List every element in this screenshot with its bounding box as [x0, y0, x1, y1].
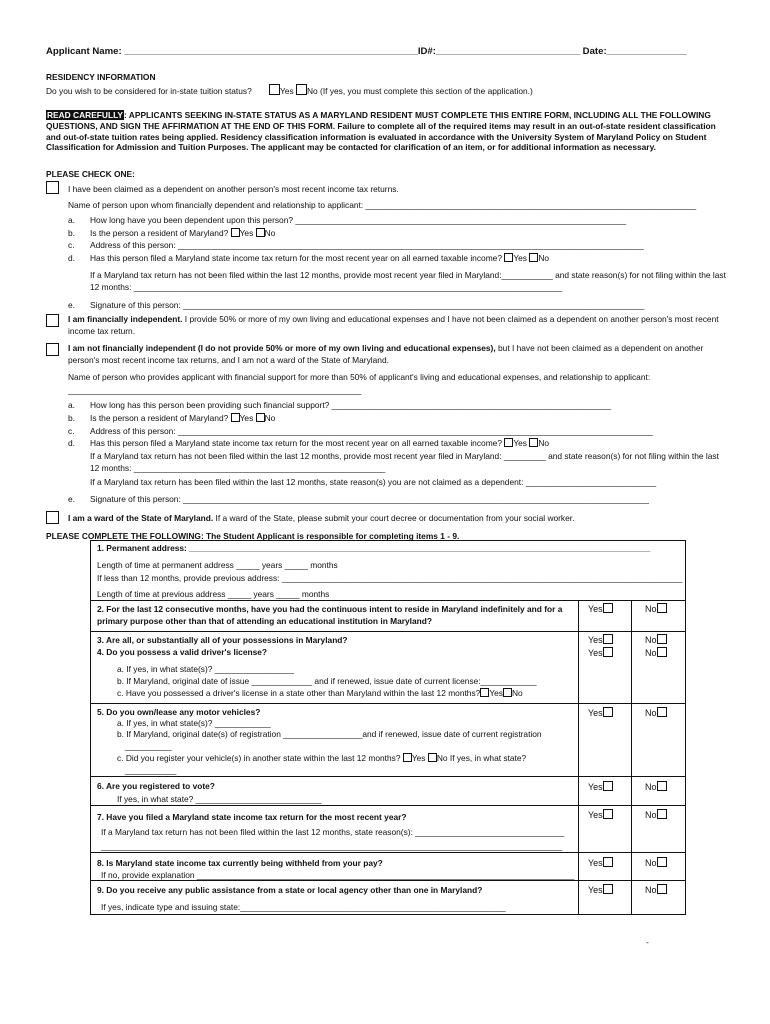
q5-yes [588, 707, 613, 719]
option1-e[interactable]: Signature of this person: ___________________________________________________________________________________________________ [90, 300, 645, 310]
option1-c-label: c. [68, 240, 75, 250]
q5-c-no-label: No [436, 753, 448, 763]
q6-yes-label: Yes [588, 782, 603, 792]
q7-sub-blank[interactable]: ___________________________________________________________________________________________________ [101, 841, 563, 851]
option3-d-note2[interactable]: 12 months: ______________________________________________________ [90, 463, 386, 473]
q1-previous-length[interactable]: Length of time at previous address _____ years _____ months [97, 589, 330, 599]
check-one-title: PLEASE CHECK ONE: [46, 169, 135, 179]
q5-yes-label: Yes [588, 708, 603, 718]
option3-e[interactable]: Signature of this person: ____________________________________________________________________________________________________ [90, 494, 649, 504]
q2-line2: primary purpose other than that of attending an educational institution in Maryland? [97, 616, 433, 626]
q3-no [645, 634, 667, 646]
q4-yes-checkbox[interactable] [603, 647, 613, 657]
q4-no-checkbox[interactable] [657, 647, 667, 657]
q5-c-blank[interactable]: ___________ [125, 765, 177, 775]
q4-a[interactable]: a. If yes, in what state(s)? _________________ [117, 664, 294, 674]
option1-d-yes-label: Yes [513, 253, 527, 263]
option3-text1: but I have not been claimed as a dependent on another [495, 343, 704, 353]
q8-text: 8. Is Maryland state income tax currently being withheld from your pay? [97, 858, 383, 868]
q4-yes [588, 647, 613, 659]
option1-b-yes-label: Yes [239, 228, 254, 238]
q6-text: 6. Are you registered to vote? [97, 781, 215, 791]
q6-no [645, 781, 667, 793]
q3-no-label: No [645, 635, 657, 645]
residency-no-label: No [307, 86, 318, 96]
option3-b-text: Is the person a resident of Maryland? [90, 413, 229, 423]
q7-text: 7. Have you filed a Maryland state income tax return for the most recent year? [97, 812, 407, 822]
q7-yes-label: Yes [588, 810, 603, 820]
residency-no-checkbox[interactable] [296, 84, 307, 95]
q5-c-yes-checkbox[interactable] [403, 753, 412, 762]
q3-text: 3. Are all, or substantially all of your possessions in Maryland? [97, 635, 348, 645]
q4-c [117, 688, 523, 699]
option2-line1 [68, 314, 719, 325]
option3-name-line2[interactable]: _______________________________________________________________ [68, 385, 362, 395]
option3-d-label: d. [68, 438, 75, 448]
q7-no-label: No [645, 810, 657, 820]
q6-no-label: No [645, 782, 657, 792]
option3-d-note3[interactable]: If a Maryland tax return has been filed within the last 12 months, state reason(s) you are not claimed as a dependent: ____________________________ [90, 477, 657, 487]
option3-bold: I am not financially independent (I do not provide 50% or more of my own living and educational expenses), [68, 343, 496, 353]
option3-d-text: Has this person filed a Maryland state income tax return for the most recent year on all earned taxable income? [90, 438, 502, 448]
footer-mark: - [646, 937, 649, 947]
option1-b-yes-checkbox[interactable] [231, 228, 240, 237]
q2-no-label: No [645, 604, 657, 614]
q5-a[interactable]: a. If yes, in what state(s)? ____________ [117, 718, 271, 728]
option3-c[interactable]: Address of this person: ______________________________________________________________________________________________________ [90, 426, 654, 436]
option3-d-no-checkbox[interactable] [529, 438, 538, 447]
q9-no [645, 884, 667, 896]
q9-yes [588, 884, 613, 896]
q5-yes-checkbox[interactable] [603, 707, 613, 717]
option1-d-text: Has this person filed a Maryland state income tax return for the most recent year on all earned taxable income? [90, 253, 502, 263]
q2-yes-checkbox[interactable] [603, 603, 613, 613]
q7-no [645, 809, 667, 821]
q3-yes-checkbox[interactable] [603, 634, 613, 644]
option1-b-no-checkbox[interactable] [256, 228, 265, 237]
questions-table [90, 540, 686, 915]
q1-permanent-address[interactable]: 1. Permanent address: ___________________________________________________________________________________________________ [97, 543, 651, 553]
q8-no-label: No [645, 858, 657, 868]
option3-b-yes-checkbox[interactable] [231, 413, 240, 422]
q1-previous-address[interactable]: If less than 12 months, provide previous address: ______________________________________________________________________________________ [97, 573, 683, 583]
q5-c-yes-label: Yes [411, 753, 426, 763]
q9-text: 9. Do you receive any public assistance from a state or local agency other than one in Maryland? [97, 885, 483, 895]
q2-yes [588, 603, 613, 615]
option1-a-label: a. [68, 215, 75, 225]
option3-d-yes-label: Yes [513, 438, 527, 448]
q7-yes-checkbox[interactable] [603, 809, 613, 819]
option3-b-label: b. [68, 413, 75, 423]
option2-checkbox[interactable] [46, 314, 59, 327]
option1-d [90, 253, 549, 264]
q8-yes-checkbox[interactable] [603, 857, 613, 867]
option3-a[interactable]: How long has this person been providing such financial support? ____________________________________________________________ [90, 400, 612, 410]
q5-no [645, 707, 667, 719]
option1-d-no-checkbox[interactable] [529, 253, 538, 262]
residency-yes-label: Yes [280, 86, 294, 96]
q4-no-label: No [645, 648, 657, 658]
q3-yes-label: Yes [588, 635, 603, 645]
option4-text: If a ward of the State, please submit your court decree or documentation from your social worker. [213, 513, 575, 523]
option3-checkbox[interactable] [46, 343, 59, 356]
q9-yes-checkbox[interactable] [603, 884, 613, 894]
residency-note: (If yes, you must complete this section of the application.) [320, 86, 533, 96]
option1-d-yes-checkbox[interactable] [504, 253, 513, 262]
q8-sub[interactable]: If no, provide explanation _________________________________________________________________________________ [101, 870, 575, 880]
q6-no-checkbox[interactable] [657, 781, 667, 791]
q4-text: 4. Do you possess a valid driver's license? [97, 647, 268, 657]
applicant-header-line[interactable]: Applicant Name: _______________________________________________________ID#:___________________________ Date:_______________ [46, 46, 687, 57]
option3-d-no-label: No [538, 438, 550, 448]
q4-yes-label: Yes [588, 648, 603, 658]
option3-e-label: e. [68, 494, 75, 504]
option3-b-yes-label: Yes [239, 413, 254, 423]
q4-no [645, 647, 667, 659]
option3-name-line1: Name of person who provides applicant with financial support for more than 50% of applicant's living and educational expenses, and relationship to applicant: [68, 372, 651, 382]
option1-d-note1[interactable]: If a Maryland tax return has not been filed within the last 12 months, provide most recent year filed in Maryland:___________ and state reason(s) for not filing within the last [90, 270, 726, 280]
q5-b-blank[interactable]: __________ [125, 741, 172, 751]
option1-b [90, 228, 275, 239]
residency-title: RESIDENCY INFORMATION [46, 72, 156, 82]
option3-line1 [68, 343, 703, 354]
option1-b-no-label: No [264, 228, 276, 238]
option3-b-no-label: No [264, 413, 276, 423]
q4-c-no-checkbox[interactable] [503, 688, 512, 697]
q5-text: 5. Do you own/lease any motor vehicles? [97, 707, 261, 717]
option1-b-label: b. [68, 228, 75, 238]
q9-yes-label: Yes [588, 885, 603, 895]
option1-a[interactable]: How long have you been dependent upon this person? _______________________________________________________________________ [90, 215, 627, 225]
option1-c[interactable]: Address of this person: ____________________________________________________________________________________________________ [90, 240, 644, 250]
q2-no [645, 603, 667, 615]
option1-d-label: d. [68, 253, 75, 263]
option1-d-note2[interactable]: 12 months: ____________________________________________________________________________________________ [90, 282, 563, 292]
residency-question: Do you wish to be considered for in-state tuition status? [46, 86, 252, 96]
residency-options [269, 84, 533, 97]
q9-no-label: No [645, 885, 657, 895]
option3-line2: person's most recent income tax returns, and I am not a ward of the State of Maryland. [68, 355, 389, 365]
option4-bold: I am a ward of the State of Maryland. [68, 513, 214, 523]
option3-c-label: c. [68, 426, 75, 436]
q4-c-yes-label: Yes [489, 688, 503, 698]
option4-line [68, 513, 574, 524]
option1-text: I have been claimed as a dependent on another person's most recent income tax returns. [68, 184, 399, 194]
option2-line2: income tax return. [68, 326, 136, 336]
q7-no-checkbox[interactable] [657, 809, 667, 819]
q6-sub[interactable]: If yes, in what state? ___________________________ [117, 794, 322, 804]
q4-b[interactable]: b. If Maryland, original date of issue _____________ and if renewed, issue date of current license:____________ [117, 676, 537, 686]
q5-no-label: No [645, 708, 657, 718]
option1-checkbox[interactable] [46, 181, 59, 194]
q7-sub[interactable]: If a Maryland tax return has not been filed within the last 12 months, state reason(s): ________________________________ [101, 827, 565, 837]
q8-no-checkbox[interactable] [657, 857, 667, 867]
q5-c-text: c. Did you register your vehicle(s) in another state within the last 12 months? [117, 753, 401, 763]
q8-no [645, 857, 667, 869]
q5-c [117, 753, 526, 764]
q2-line1: 2. For the last 12 consecutive months, have you had the continuous intent to reside in Maryland indefinitely and for a [97, 604, 563, 614]
option1-name-line[interactable]: Name of person upon whom financially dependent and relationship to applicant: _______________________________________________________________________ [68, 200, 697, 210]
q5-c-no-checkbox[interactable] [428, 753, 437, 762]
q3-no-checkbox[interactable] [657, 634, 667, 644]
q4-c-no-label: No [511, 688, 523, 698]
option3-d [90, 438, 549, 449]
q4-c-yes-checkbox[interactable] [480, 688, 489, 697]
residency-yes-checkbox[interactable] [269, 84, 280, 95]
option3-d-yes-checkbox[interactable] [504, 438, 513, 447]
q5-b[interactable]: b. If Maryland, original date(s) of registration _________________and if renewed, issue date of current registration [117, 729, 542, 739]
q8-yes [588, 857, 613, 869]
option3-b-no-checkbox[interactable] [256, 413, 265, 422]
option3-d-note1[interactable]: If a Maryland tax return has not been filed within the last 12 months, provide most recent year filed in Maryland: _________ and state reason(s) for not filing within the last [90, 451, 719, 461]
option1-d-no-label: No [538, 253, 550, 263]
option2-bold: I am financially independent. [68, 314, 183, 324]
q2-no-checkbox[interactable] [657, 603, 667, 613]
q7-yes [588, 809, 613, 821]
q6-yes [588, 781, 613, 793]
instructions-paragraph [46, 110, 724, 153]
q9-sub[interactable]: If yes, indicate type and issuing state:_________________________________________________________ [101, 902, 506, 912]
option1-b-text: Is the person a resident of Maryland? [90, 228, 229, 238]
option1-e-label: e. [68, 300, 75, 310]
q5-no-checkbox[interactable] [657, 707, 667, 717]
complete-title: PLEASE COMPLETE THE FOLLOWING: The Student Applicant is responsible for completing items 1 - 9. [46, 531, 460, 541]
q6-yes-checkbox[interactable] [603, 781, 613, 791]
read-carefully-highlight: READ CAREFULLY [47, 110, 123, 120]
q3-yes [588, 634, 613, 646]
q1-length[interactable]: Length of time at permanent address _____ years _____ months [97, 560, 338, 570]
q9-no-checkbox[interactable] [657, 884, 667, 894]
option3-a-label: a. [68, 400, 75, 410]
q8-yes-label: Yes [588, 858, 603, 868]
option3-b [90, 413, 275, 424]
q4-c-text: c. Have you possessed a driver's license in a state other than Maryland within the last 12 months? [117, 688, 481, 698]
q5-c-tail: If yes, in what state? [449, 753, 527, 763]
instructions-text: : APPLICANTS SEEKING IN-STATE STATUS AS A MARYLAND RESIDENT MUST COMPLETE THIS ENTIRE FORM, INCLUDING ALL THE FOLLOWING QUESTIONS, AND SIGN THE AFFIRMATION AT THE END OF THIS FORM. Failure to complete all of the required items may result in an out-of-state resident classification and out-of-state tuition rates being applied. Residency classification information is evaluated in accordance with the University System of Maryland Policy on Student Classification for Admission and Tuition Purposes. The applicant may be contacted for clarification of an item, or for additional information as necessary. [46, 110, 716, 153]
option4-checkbox[interactable] [46, 511, 59, 524]
option2-text1: I provide 50% or more of my own living and educational expenses and I have not been claimed as a dependent on another person's most recent [182, 314, 719, 324]
q2-yes-label: Yes [588, 604, 603, 614]
